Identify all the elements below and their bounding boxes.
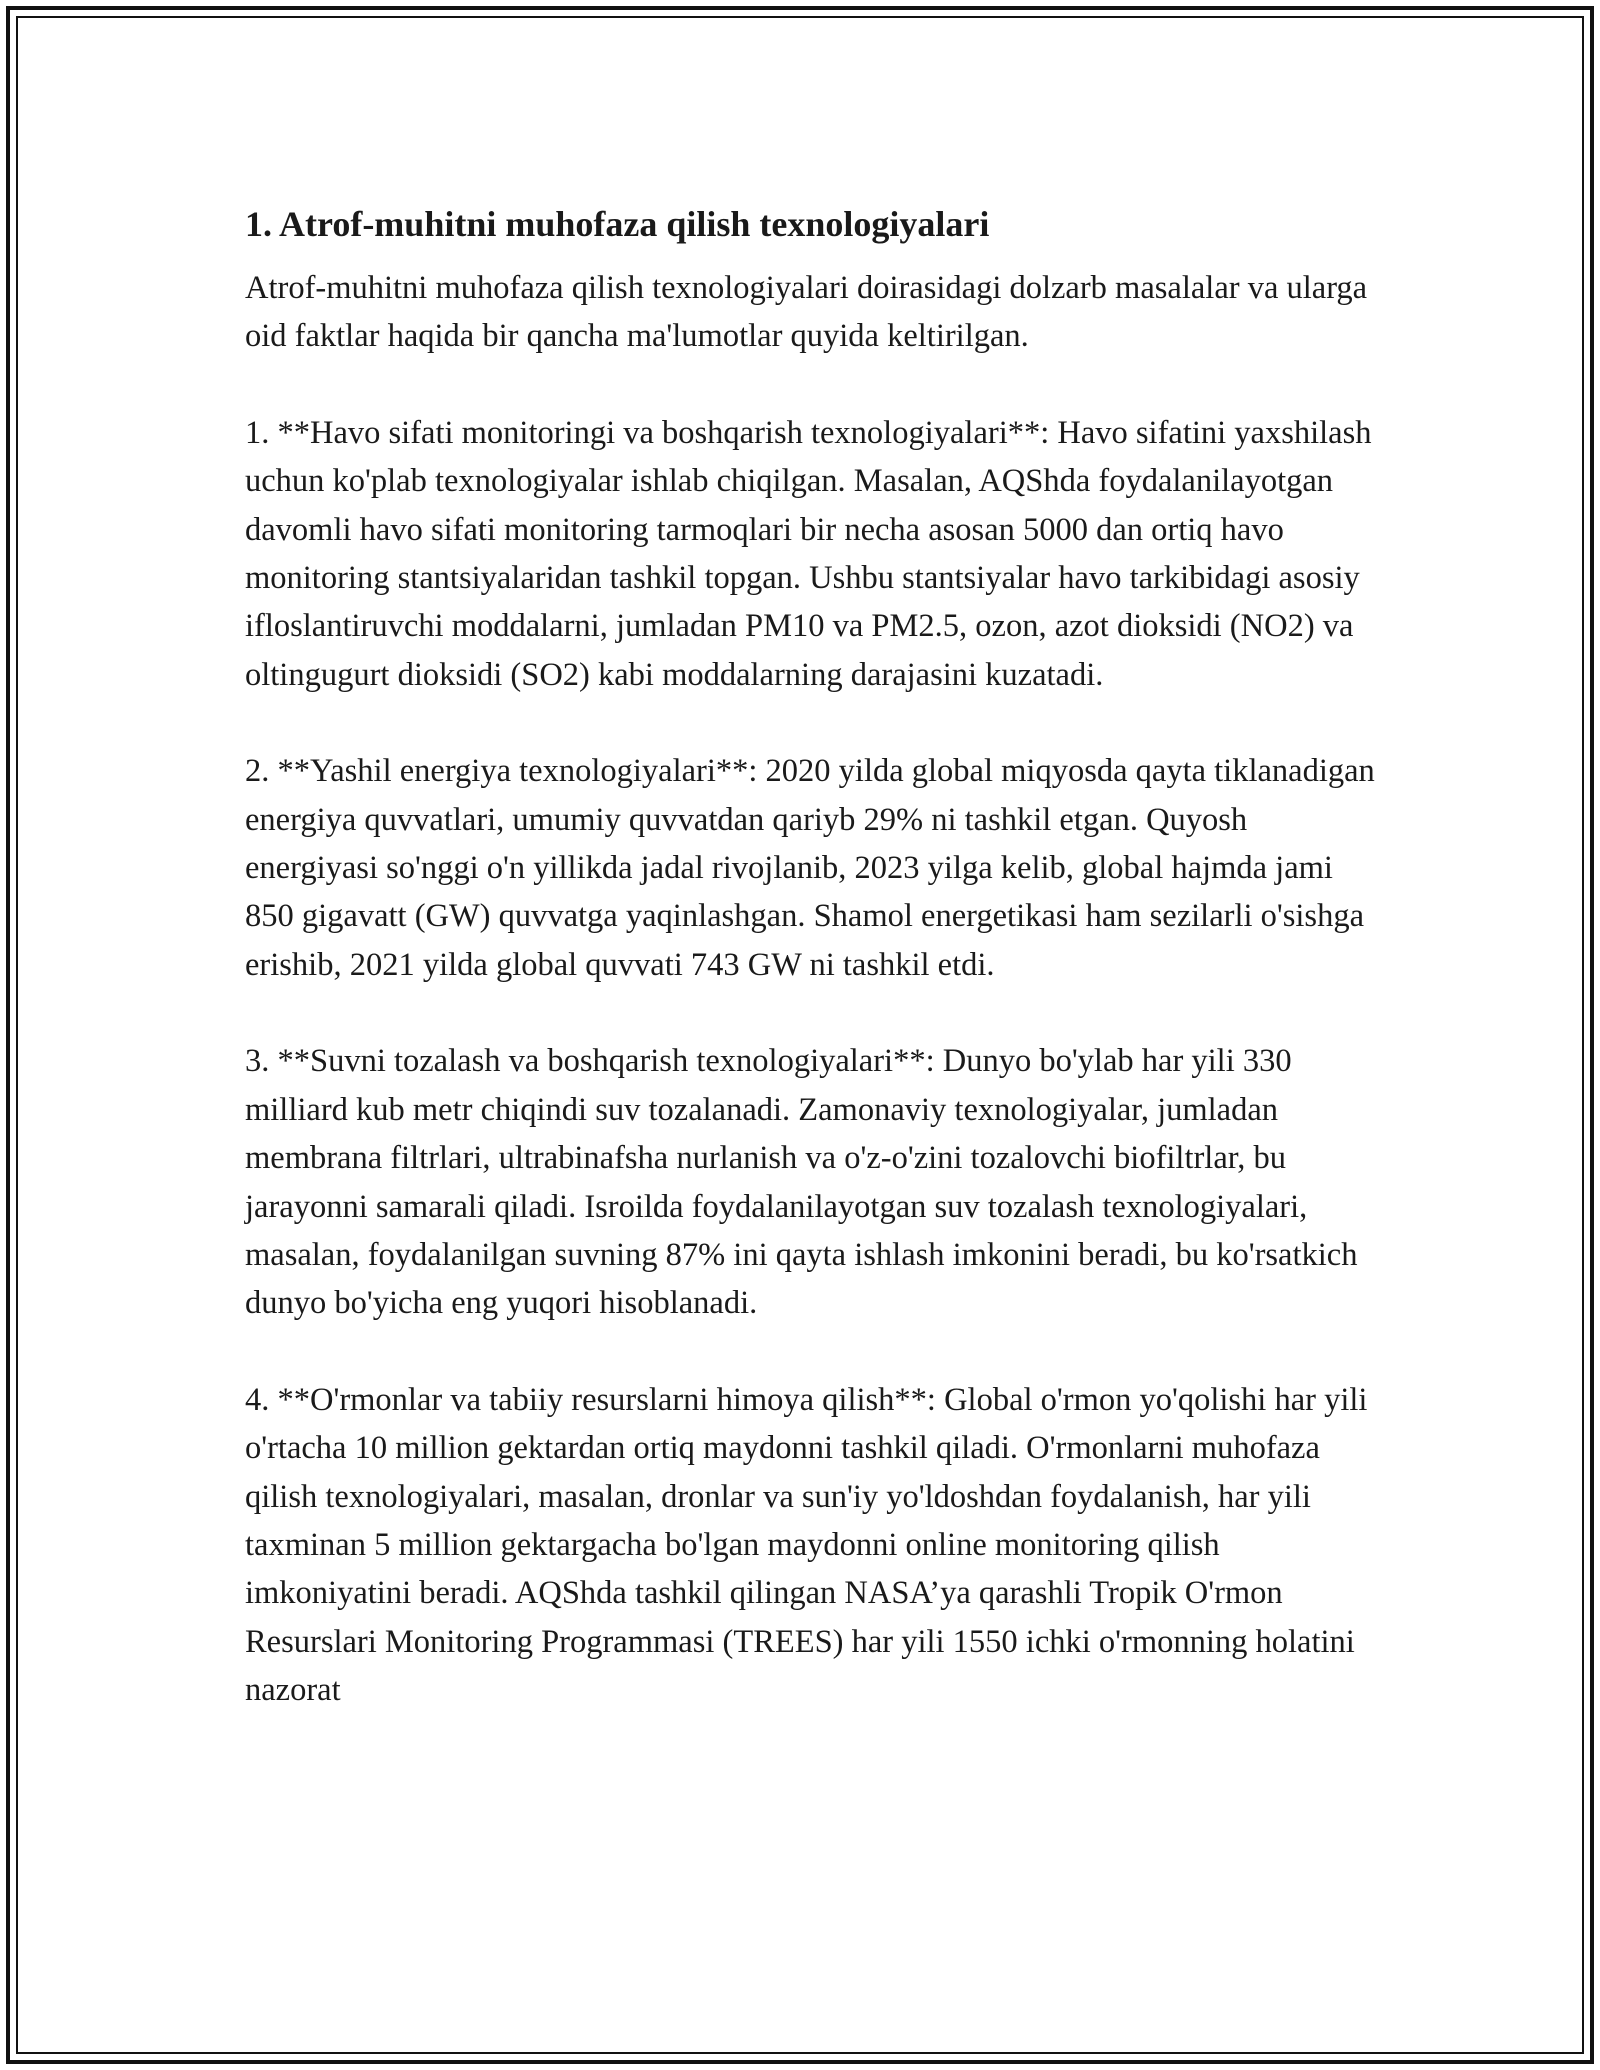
section-green-energy-paragraph: 2. **Yashil energiya texnologiyalari**: 2020 yilda global miqyosda qayta tiklanadigan energiya quvvatlari, umumiy quvvatdan qariyb 29% ni tashkil etgan. Quyosh energiyasi so'nggi o'n yillikda jadal rivojlanib, 2023 yilga kelib, global hajmda jami 850 gigavatt (GW) quvvatga yaqinlashgan. Shamol energetikasi ham sezilarli o'sishga erishib, 2021 yilda global quvvati 743 GW ni tashkil etdi. [245,753,1375,983]
document-body [245,196,1380,1763]
document-title: 1. Atrof-muhitni muhofaza qilish texnologiyalari [245,204,990,244]
section-air-quality-paragraph: 1. **Havo sifati monitoringi va boshqarish texnologiyalari**: Havo sifatini yaxshilash uchun ko'plab texnologiyalar ishlab chiqilgan. Masalan, AQShda foydalanilayotgan davomli havo sifati monitoring tarmoqlari bir necha asosan 5000 dan ortiq havo monitoring stantsiyalaridan tashkil topgan. Ushbu stantsiyalar havo tarkibidagi asosiy ifloslantiruvchi moddalarni, jumladan PM10 va PM2.5, ozon, azot dioksidi (NO2) va oltingugurt dioksidi (SO2) kabi moddalarning darajasini kuzatadi. [245,414,1372,693]
intro-paragraph: Atrof-muhitni muhofaza qilish texnologiyalari doirasidagi dolzarb masalalar va ularga oid faktlar haqida bir qancha ma'lumotlar quyida keltirilgan. [245,270,1368,355]
section-water-treatment-paragraph: 3. **Suvni tozalash va boshqarish texnologiyalari**: Dunyo bo'ylab har yili 330 milliard kub metr chiqindi suv tozalanadi. Zamonaviy texnologiyalar, jumladan membrana filtrlari, ultrabinafsha nurlanish va o'z-o'zini tozalovchi biofiltrlar, bu jarayonni samarali qiladi. Isroilda foydalanilayotgan suv tozalash texnologiyalari, masalan, foydalanilgan suvning 87% ini qayta ishlash imkonini beradi, bu ko'rsatkich dunyo bo'yicha eng yuqori hisoblanadi. [245,1043,1358,1322]
page-frame [6,6,1594,2064]
section-forest-protection-paragraph: 4. **O'rmonlar va tabiiy resurslarni himoya qilish**: Global o'rmon yo'qolishi har yili o'rtacha 10 million gektardan ortiq maydonni tashkil qiladi. O'rmonlarni muhofaza qilish texnologiyalari, masalan, dronlar va sun'iy yo'ldoshdan foydalanish, har yili taxminan 5 million gektargacha bo'lgan maydonni online monitoring qilish imkoniyatini beradi. AQShda tashkil qilingan NASA’ya qarashli Tropik O'rmon Resurslari Monitoring Programmasi (TREES) har yili 1550 ichki o'rmonning holatini nazorat [245,1381,1368,1709]
